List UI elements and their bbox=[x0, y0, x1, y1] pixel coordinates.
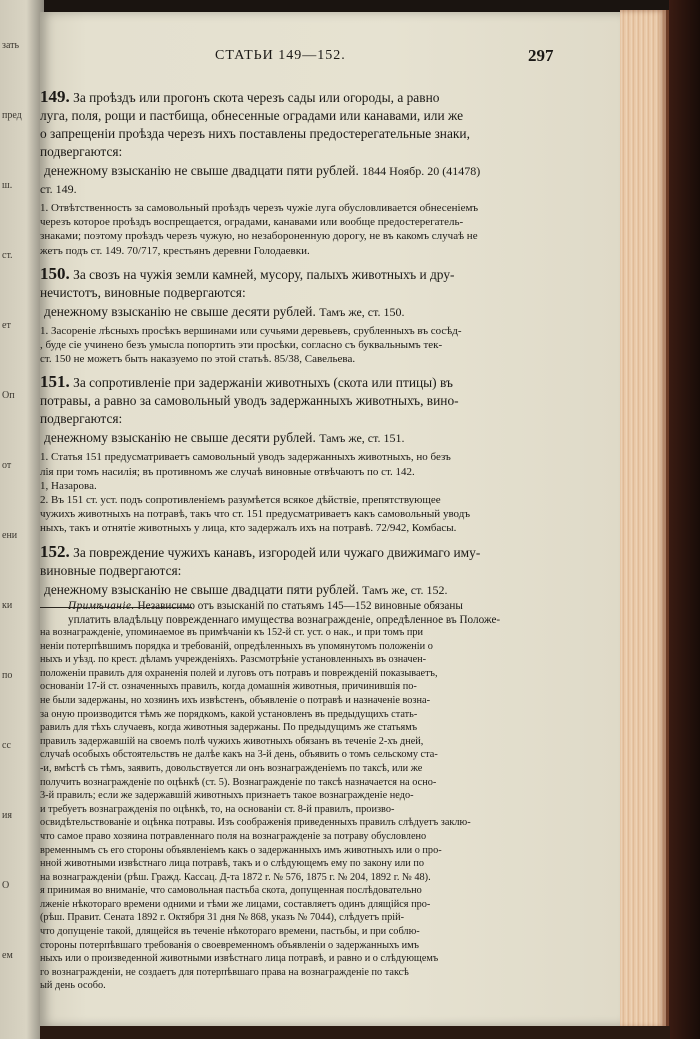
footnote-divider bbox=[40, 607, 192, 608]
article-number: 151. bbox=[40, 373, 70, 392]
footnote-line: получить вознагражденіе по оцѣнкѣ (ст. 5). Вознагражденіе по таксѣ назначается на осно- bbox=[40, 776, 437, 788]
running-title: СТАТЬИ 149—152. bbox=[215, 48, 346, 63]
footnote-line: ненiи потерпѣвшимъ порядка и требованій, опредѣленныхъ въ упомянутомъ положеніи о bbox=[40, 640, 433, 652]
article-number: 150. bbox=[40, 264, 70, 283]
page-content bbox=[40, 12, 622, 1026]
article-line bbox=[40, 265, 562, 284]
note-line: 1. Отвѣтственность за самовольный проѣздъ черезъ чужіе луга обусловливается обнесеніемъ bbox=[40, 202, 479, 214]
penalty-text: денежному взысканію не свыше двадцати пяти рублей. bbox=[44, 163, 359, 178]
left-page-fragment: пред bbox=[2, 110, 22, 121]
article-notes bbox=[40, 324, 562, 367]
footnote-line: что самое право хозяина потравленнаго поля на вознагражденіе за потраву обусловлено bbox=[40, 830, 427, 842]
article-line bbox=[40, 88, 562, 107]
left-page-fragment: зать bbox=[2, 40, 20, 51]
page-number: 297 bbox=[528, 46, 554, 65]
article-line bbox=[40, 373, 562, 392]
footnote-line: правилъ задержавшій на своемъ полѣ чужихъ животныхъ обязанъ въ теченіе 2-хъ дней, bbox=[40, 735, 424, 747]
note-line: 1, Назарова. bbox=[40, 479, 97, 492]
article-text: За свозъ на чужія земли камней, мусору, палыхъ животныхъ и дру- bbox=[73, 266, 455, 282]
footnote-line: ый день особо. bbox=[40, 980, 106, 992]
law-reference-cont: ст. 149. bbox=[40, 182, 77, 196]
article bbox=[40, 265, 562, 367]
footnote-line: случаѣ особыхъ обстоятельствъ не далѣе какъ на 3-й день, объявить о томъ сельскому ста- bbox=[40, 749, 438, 761]
left-page-fragment: по bbox=[2, 670, 13, 681]
left-page-fragment: ки bbox=[2, 600, 13, 611]
penalty-text: денежному взысканію не свыше десяти рублей. bbox=[44, 430, 316, 446]
article-notes bbox=[40, 450, 562, 535]
note-line: жетъ подъ ст. 149. 70/717, крестьянъ деревни Голодаевки. bbox=[40, 244, 310, 257]
article-text: подвергаются: bbox=[40, 411, 123, 427]
left-page-fragment: ия bbox=[2, 810, 12, 821]
footnote-line: за оную производится тѣмъ же порядкомъ, какой установленъ въ предыдущихъ стать- bbox=[40, 708, 418, 720]
article-number: 149. bbox=[40, 88, 70, 106]
note-line: , буде сіе учинено безъ умысла попортить эти просѣки, согласно съ буквальнымъ тек- bbox=[40, 339, 443, 352]
article-text: За повреждение чужихъ канавъ, изгородей или чужаго движимаго иму- bbox=[73, 544, 481, 560]
note-line: черезъ которое проѣздъ воспрещается, оградами, канавами или вообще предостерегатель- bbox=[40, 216, 464, 229]
article-gap bbox=[40, 258, 562, 265]
note-line: ст. 150 не можетъ быть наказуемо по этой статьѣ. 85/38, Савельева. bbox=[40, 353, 356, 366]
footnote-line: и требуетъ вознагражденія по оцѣнкѣ, то, на основаніи ст. 8-й правилъ, произво- bbox=[40, 803, 395, 815]
footnote-line: положеніи правилъ для охраненія полей и луговъ отъ потравъ и поврежденій показываетъ, bbox=[40, 667, 438, 679]
left-page-fragment: ет bbox=[2, 320, 11, 331]
footnote-line: ныхъ и уѣзд. по крест. дѣламъ учрежденіяхъ. Разсмотрѣніе установленныхъ въ означен- bbox=[40, 654, 427, 666]
primechanie-line bbox=[68, 599, 562, 613]
note-line: знаками; поэтому проѣздъ черезъ чужую, но незабороненную дорогу, не въ какомъ случаѣ не bbox=[40, 230, 478, 243]
article-text: о запрещеніи проѣзда черезъ нихъ поставлены предостерегательные знаки, bbox=[40, 126, 470, 141]
footnote-line: стороны потерпѣвшаго требованія о своевременномъ объявленіи о задержанныхъ имъ bbox=[40, 939, 419, 951]
primechanie-text: Независимо отъ взысканій по статьямъ 145—152 виновные обязаны bbox=[137, 599, 463, 612]
left-page-fragment: Оп bbox=[2, 390, 15, 401]
left-page-edge bbox=[0, 0, 44, 1039]
penalty-text: денежному взысканію не свыше двадцати пяти рублей. bbox=[44, 581, 359, 597]
article bbox=[40, 543, 562, 627]
left-page-fragment: ш. bbox=[2, 180, 13, 191]
running-header bbox=[40, 48, 600, 70]
articles-body bbox=[40, 88, 562, 627]
note-line: 2. Въ 151 ст. уст. подъ сопротивленіемъ разумѣется всякое дѣйствіе, препятствующее bbox=[40, 494, 441, 507]
article-text: нечистотъ, виновные подвергаются: bbox=[40, 284, 246, 300]
article-gap bbox=[40, 536, 562, 543]
penalty-text: денежному взысканію не свыше десяти рублей. bbox=[44, 303, 316, 319]
article-penalty bbox=[40, 162, 562, 180]
article-penalty bbox=[40, 429, 562, 447]
primechanie bbox=[40, 599, 562, 627]
footnote-line: что допущеніе такой, длящейся въ теченіе нѣкотораго времени, пастьбы, и при соблю- bbox=[40, 926, 420, 938]
article-text: За сопротивленіе при задержаніи животныхъ (скота или птицы) въ bbox=[73, 375, 453, 391]
article-text: За проѣздъ или прогонъ скота черезъ сады или огороды, а равно bbox=[73, 90, 440, 105]
footnote-line: 3-й правилъ; если же задержавшій животныхъ признаетъ такое вознагражденіе недо- bbox=[40, 790, 414, 802]
book-bottom-edge bbox=[40, 1026, 670, 1039]
footnote-line: лженіе нѣкотораго времени одними и тѣми же лицами, составляетъ одинъ длящійся про- bbox=[40, 898, 431, 910]
law-reference: Тамъ же, ст. 151. bbox=[319, 431, 405, 446]
article-line bbox=[40, 125, 562, 143]
article-penalty bbox=[40, 581, 562, 599]
note-line: чужихъ животныхъ на потравѣ, такъ что ст. 151 предусматриваетъ какъ самовольный уводъ bbox=[40, 508, 471, 521]
footnote-line: освидѣтельствованіе и оцѣнка потравы. Изъ соображенія приведенныхъ правилъ слѣдуетъ заклю- bbox=[40, 817, 471, 829]
article-penalty bbox=[40, 303, 562, 321]
article-line bbox=[40, 392, 562, 410]
footnote-line: на вознагражденіе, упоминаемое въ примѣчаніи къ 152-й ст. уст. о нак., и при томъ при bbox=[40, 627, 424, 638]
book-cover bbox=[669, 0, 700, 1039]
article-line bbox=[40, 562, 562, 580]
footnote-line: го вознагражденіи, не создаетъ для потерпѣвшаго права на вознагражденіе по таксѣ bbox=[40, 966, 409, 978]
article bbox=[40, 373, 562, 535]
footnote-line: я принимая во вниманіе, что самовольная пастьба скота, допущенная послѣдовательно bbox=[40, 885, 422, 897]
law-reference: 1844 Ноябр. 20 (41478) bbox=[362, 164, 481, 178]
law-reference: Тамъ же, ст. 152. bbox=[362, 582, 448, 597]
article-notes bbox=[40, 201, 562, 258]
page-block-edge bbox=[620, 10, 669, 1028]
footnote-line: основаніи 17-й ст. означенныхъ правилъ, когда домашнія животныя, причинившія по- bbox=[40, 681, 417, 693]
footnote-line: не были задержаны, но хозяинъ ихъ извѣстенъ, объявленіе о потравѣ и назначеніе возна- bbox=[40, 694, 431, 706]
footnote-line: временнымъ съ его стороны объявленіемъ какъ о задержанныхъ имъ животныхъ или о про- bbox=[40, 844, 442, 856]
left-page-fragment: ем bbox=[2, 950, 13, 961]
left-page-fragment: О bbox=[2, 880, 10, 891]
article bbox=[40, 88, 562, 258]
primechanie-label: Примѣчаніе. bbox=[68, 599, 135, 612]
footnote-line: -и, вмѣстѣ съ тѣмъ, заявить, довольствуется ли онъ вознагражденіемъ по таксѣ, или же bbox=[40, 762, 423, 774]
article-text: подвергаются: bbox=[40, 144, 123, 159]
article-text: луга, поля, рощи и пастбища, обнесенные оградами или канавами, или же bbox=[40, 108, 464, 123]
note-line: 1. Засореніе лѣсныхъ просѣкъ вершинами или сучьями деревьевъ, срубленныхъ въ сосѣд- bbox=[40, 324, 462, 337]
note-line: 1. Статья 151 предусматриваетъ самовольный уводъ задержанныхъ животныхъ, но безъ bbox=[40, 451, 451, 464]
left-page-fragment: ст. bbox=[2, 250, 13, 261]
primechanie-line bbox=[68, 613, 562, 627]
article-text: виновные подвергаются: bbox=[40, 562, 182, 578]
article-line bbox=[40, 143, 562, 161]
note-line: ныхъ, такъ и отнятіе животныхъ у лица, кто задержалъ ихъ на потравѣ. 72/942, Комбасы. bbox=[40, 522, 457, 535]
article-number: 152. bbox=[40, 542, 70, 561]
article-line bbox=[40, 410, 562, 428]
footnote-line: на вознагражденіи (рѣш. Гражд. Кассац. Д-та 1872 г. № 576, 1875 г. № 204, 1892 г. № 48). bbox=[40, 871, 431, 883]
article-gap bbox=[40, 366, 562, 373]
footnote-line: нной животными извѣстнаго лица потравѣ, такъ и о слѣдующемъ ему по закону или по bbox=[40, 858, 424, 870]
footnote-line: ныхъ или о произведенной животными извѣстнаго лица потравѣ, и равно и о слѣдующемъ bbox=[40, 953, 439, 965]
left-page-fragment: ени bbox=[2, 530, 18, 541]
left-page-fragment: от bbox=[2, 460, 12, 471]
footnote bbox=[40, 626, 574, 993]
law-reference: Тамъ же, ст. 150. bbox=[319, 304, 405, 319]
primechanie-text: уплатить владѣльцу поврежденнаго имущества вознагражденіе, опредѣленное въ Положе- bbox=[68, 613, 501, 626]
article-line bbox=[40, 284, 562, 302]
article-line bbox=[40, 543, 562, 562]
book-page bbox=[40, 12, 622, 1026]
footnote-line: (рѣш. Правит. Сената 1892 г. Октября 31 дня № 868, указъ № 7044), слѣдуетъ прій- bbox=[40, 912, 405, 924]
left-page-fragment: сс bbox=[2, 740, 11, 751]
article-line bbox=[40, 107, 562, 125]
footnote-line: равилъ для тѣхъ случаевъ, когда животныя задержаны. По предыдущимъ же статьямъ bbox=[40, 722, 418, 734]
note-line: лія при томъ насилія; въ противномъ же случаѣ виновные отвѣчаютъ по ст. 142. bbox=[40, 465, 415, 478]
article-text: потравы, а равно за самовольный уводъ задержанныхъ животныхъ, вино- bbox=[40, 393, 459, 409]
